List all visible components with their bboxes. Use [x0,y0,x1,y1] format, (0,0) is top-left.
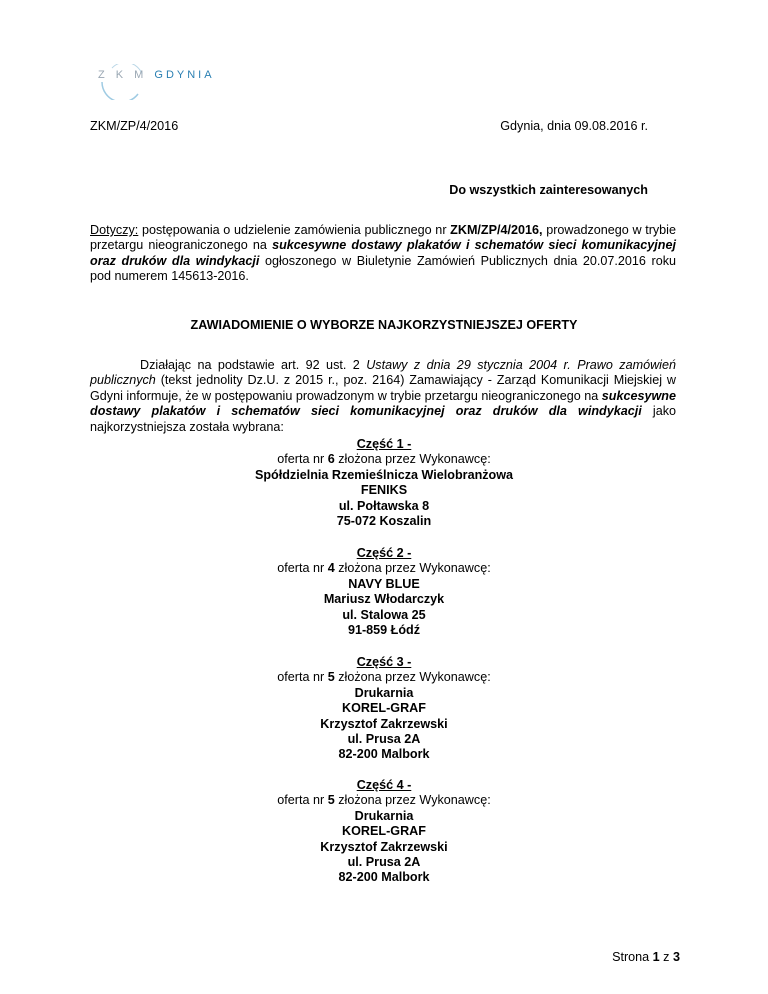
law-name: Ustawy z dnia 29 stycznia 2004 r. Prawo zamówień publicznych [90,358,676,388]
offer-line [0,793,768,808]
part-1 [0,437,768,529]
part-heading: Część 3 - [356,655,412,669]
offer-post: złożona przez Wykonawcę: [334,452,491,467]
intro-text-1: Działając na podstawie art. 92 ust. 2 [140,358,367,372]
notice-title: ZAWIADOMIENIE O WYBORZE NAJKORZYSTNIEJSZEJ OFERTY [190,318,578,332]
document-sign: ZKM/ZP/4/2016 [90,119,179,133]
contractor-line: Mariusz Włodarczyk [323,592,445,607]
page-number [612,950,680,965]
subject-reference: ZKM/ZP/4/2016, [450,223,543,237]
document-date: Gdynia, dnia 09.08.2016 r. [500,119,648,133]
offer-post: złożona przez Wykonawcę: [334,670,491,685]
contractor-line: Krzysztof Zakrzewski [320,839,448,854]
contractor-line: Spółdzielnia Rzemieślnicza Wielobranżowa [254,467,514,482]
contractor-line: FENIKS [360,483,408,498]
part-2 [0,546,768,638]
subject-text-1: postępowania o udzielenie zamówienia publicznego nr [138,223,451,237]
offer-number: 5 [327,670,335,685]
logo-text [98,68,215,83]
contractor-line: KOREL-GRAF [342,701,426,716]
contractor-line: 82-200 Malbork [338,747,430,762]
intro-paragraph [90,358,676,435]
logo-zkm: Z K M [98,69,148,81]
contractor-line: 75-072 Koszalin [336,514,432,529]
contractor-line: ul. Prusa 2A [347,732,421,747]
offer-line [0,670,768,685]
contractor-line: ul. Połtawska 8 [338,498,430,513]
part-4 [0,778,768,886]
addressee: Do wszystkich zainteresowanych [449,183,648,197]
offer-pre: oferta nr [277,452,328,467]
intro-text-3: jako najkorzystniejsza została wybrana: [90,404,676,434]
current-page: 1 [652,950,660,964]
subject-paragraph [90,223,676,285]
contractor-line: 82-200 Malbork [338,870,430,885]
part-heading: Część 4 - [356,778,412,792]
offer-post: złożona przez Wykonawcę: [334,793,491,808]
part-3 [0,655,768,763]
contractor-line: Drukarnia [354,808,414,823]
page-label: Strona [612,950,653,964]
part-heading: Część 2 - [356,546,412,560]
part-heading: Część 1 - [356,437,412,451]
offer-pre: oferta nr [277,670,328,685]
intro-text-2: (tekst jednolity Dz.U. z 2015 r., poz. 2164) Zamawiający - Zarząd Komunikacji Miejskiej w Gdyni informuje, że w postępowaniu prowadzonym w trybie przetargu nieograniczonego na [90,373,676,403]
contractor-line: KOREL-GRAF [342,824,426,839]
page-of: z [659,950,673,964]
total-pages: 3 [672,950,680,964]
offer-pre: oferta nr [277,561,328,576]
offer-line [0,452,768,467]
zkm-gdynia-logo [98,64,215,100]
subject-text-2: prowadzonego w trybie przetargu nieograniczonego na [90,223,676,253]
offer-number: 4 [327,561,335,576]
contractor-line: ul. Prusa 2A [347,855,421,870]
contractor-line: NAVY BLUE [348,576,420,591]
subject-label: Dotyczy: [90,223,139,237]
contractor-line: Drukarnia [354,685,414,700]
contractor-line: 91-859 Łódź [347,623,421,638]
subject-title: sukcesywne dostawy plakatów i schematów sieci komunikacyjnej oraz druków dla windykacji [90,238,676,268]
intro-subject: sukcesywne dostawy plakatów i schematów sieci komunikacyjnej oraz druków dla windykacji [90,388,676,419]
subject-text-3: ogłoszonego w Biuletynie Zamówień Publicznych dnia 20.07.2016 roku pod numerem 145613-2016. [90,253,677,284]
offer-pre: oferta nr [277,793,328,808]
offer-post: złożona przez Wykonawcę: [334,561,491,576]
contractor-line: ul. Stalowa 25 [342,607,426,622]
contractor-line: Krzysztof Zakrzewski [320,716,448,731]
logo-gdynia: GDYNIA [154,69,215,81]
offer-number: 5 [327,793,335,808]
offer-number: 6 [327,452,335,467]
offer-line [0,561,768,576]
